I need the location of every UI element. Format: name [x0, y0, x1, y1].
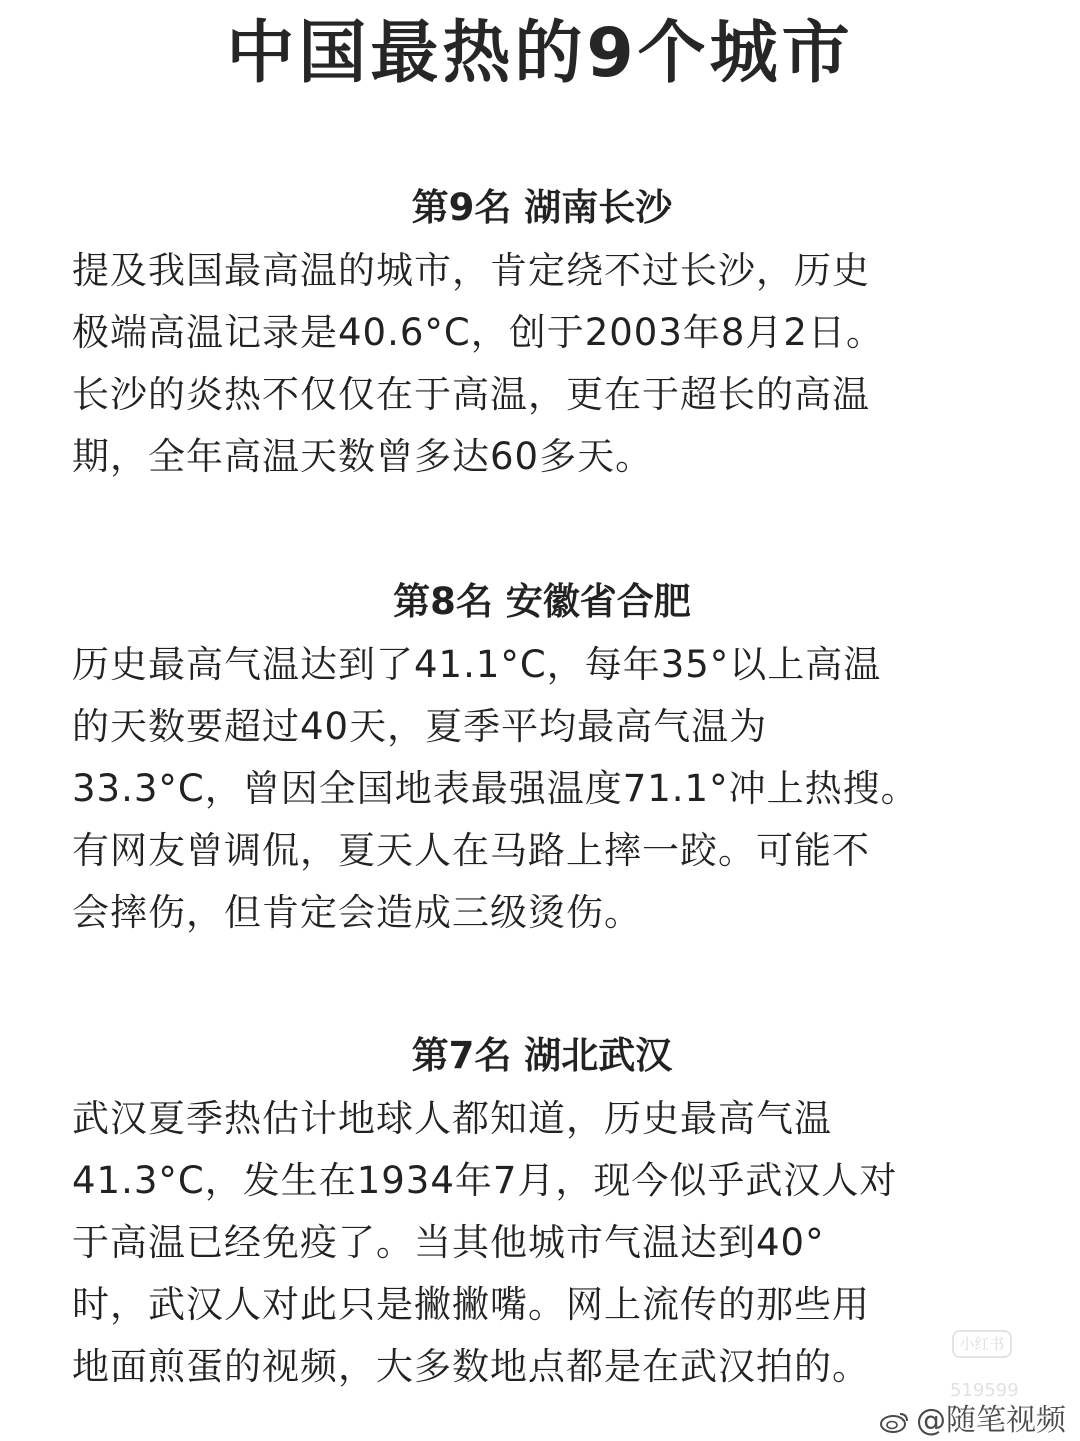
paragraph-line: 地面煎蛋的视频，大多数地点都是在武汉拍的。 — [72, 1345, 870, 1388]
section-heading: 第9名 湖南长沙 — [411, 186, 673, 229]
user-id-watermark: 519599 — [950, 1380, 1019, 1401]
city-section-hefei — [72, 574, 1012, 944]
paragraph-line: 会摔伤，但肯定会造成三级烫伤。 — [72, 891, 642, 934]
paragraph-line: 极端高温记录是40.6°C，创于2003年8月2日。 — [72, 311, 884, 354]
paragraph-line: 于高温已经免疫了。当其他城市气温达到40° — [72, 1221, 825, 1264]
weibo-logo-icon — [880, 1406, 910, 1428]
section-heading: 第8名 安徽省合肥 — [393, 580, 691, 623]
section-heading: 第7名 湖北武汉 — [411, 1034, 673, 1077]
paragraph-line: 长沙的炎热不仅仅在于高温，更在于超长的高温 — [72, 373, 870, 416]
paragraph-line: 期，全年高温天数曾多达60多天。 — [72, 435, 654, 478]
weibo-watermark — [880, 1398, 1066, 1436]
paragraph-line: 41.3°C，发生在1934年7月，现今似乎武汉人对 — [72, 1159, 898, 1202]
city-section-changsha — [72, 180, 1012, 488]
paragraph-line: 时，武汉人对此只是撇撇嘴。网上流传的那些用 — [72, 1283, 870, 1326]
paragraph-line: 有网友曾调侃，夏天人在马路上摔一跤。可能不 — [72, 829, 870, 872]
paragraph-line: 提及我国最高温的城市，肯定绕不过长沙，历史 — [72, 249, 870, 292]
paragraph-line: 武汉夏季热估计地球人都知道，历史最高气温 — [72, 1097, 832, 1140]
weibo-handle: @随笔视频 — [916, 1403, 1066, 1438]
paragraph-line: 33.3°C，曾因全国地表最强温度71.1°冲上热搜。 — [72, 767, 919, 810]
paragraph-line: 的天数要超过40天，夏季平均最高气温为 — [72, 705, 768, 748]
page-title: 中国最热的9个城市 — [226, 14, 854, 93]
xiaohongshu-watermark: 小红书 — [952, 1330, 1012, 1358]
city-section-wuhan — [72, 1028, 1012, 1398]
paragraph-line: 历史最高气温达到了41.1°C，每年35°以上高温 — [72, 643, 882, 686]
